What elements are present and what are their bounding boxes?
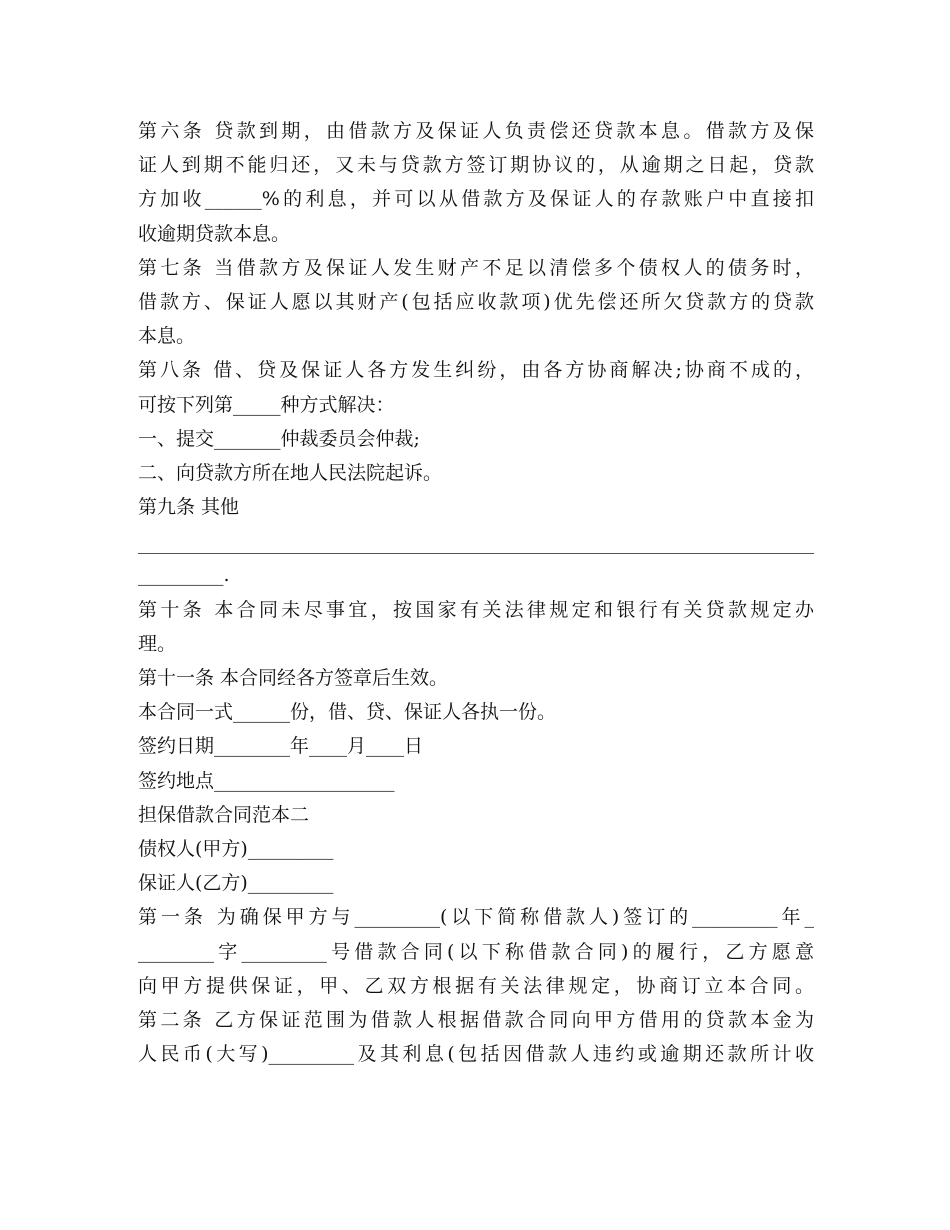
text-line: 方加收______%的利息，并可以从借款方及保证人的存款账户中直接扣 bbox=[138, 188, 814, 211]
contract-document bbox=[138, 114, 814, 1071]
text-line: 签约地点___________________ bbox=[138, 769, 395, 792]
blank-fill-line bbox=[138, 524, 814, 558]
text-line: 签约日期________年____月____日 bbox=[138, 735, 424, 758]
text-line: 债权人(甲方)_________ bbox=[138, 837, 334, 860]
text-line: 人民币(大写)_________及其利息(包括因借款人违约或逾期还款所计收 bbox=[138, 1043, 814, 1066]
underline-rule bbox=[138, 553, 814, 554]
text-line: _________. bbox=[138, 564, 230, 587]
text-line: 本合同一式______份，借、贷、保证人各执一份。 bbox=[138, 701, 557, 724]
text-line: 第十一条 本合同经各方签章后生效。 bbox=[138, 667, 449, 689]
text-line: 第二条 乙方保证范围为借款人根据借款合同向甲方借用的贷款本金为 bbox=[138, 1008, 814, 1031]
text-line: 第一条 为确保甲方与_________(以下简称借款人)签订的_________年_ bbox=[138, 906, 814, 929]
text-line: 一、提交_______仲裁委员会仲裁; bbox=[138, 427, 420, 450]
text-line: 第八条 借、贷及保证人各方发生纠纷，由各方协商解决;协商不成的， bbox=[138, 359, 814, 382]
text-line: 借款方、保证人愿以其财产(包括应收款项)优先偿还所欠贷款方的贷款 bbox=[138, 290, 814, 313]
text-line: 向甲方提供保证，甲、乙双方根据有关法律规定，协商订立本合同。 bbox=[138, 974, 814, 997]
text-line: ________字_________号借款合同(以下称借款合同)的履行，乙方愿意 bbox=[138, 940, 814, 963]
text-line: 理。 bbox=[138, 632, 177, 655]
text-line: 收逾期贷款本息。 bbox=[138, 222, 291, 245]
text-line: 保证人(乙方)_________ bbox=[138, 872, 334, 895]
text-line: 可按下列第_____种方式解决： bbox=[138, 393, 395, 416]
text-line: 证人到期不能归还，又未与贷款方签订期协议的，从逾期之日起，贷款 bbox=[138, 154, 814, 177]
text-line: 第六条 贷款到期，由借款方及保证人负责偿还贷款本息。借款方及保 bbox=[138, 120, 814, 142]
text-line: 第七条 当借款方及保证人发生财产不足以清偿多个债权人的债务时， bbox=[138, 256, 814, 279]
section-heading: 担保借款合同范本二 bbox=[138, 803, 310, 826]
text-line: 第十条 本合同未尽事宜，按国家有关法律规定和银行有关贷款规定办 bbox=[138, 598, 814, 621]
text-line: 本息。 bbox=[138, 325, 196, 348]
text-line: 二、向贷款方所在地人民法院起诉。 bbox=[138, 461, 443, 484]
text-line: 第九条 其他 bbox=[138, 496, 240, 519]
